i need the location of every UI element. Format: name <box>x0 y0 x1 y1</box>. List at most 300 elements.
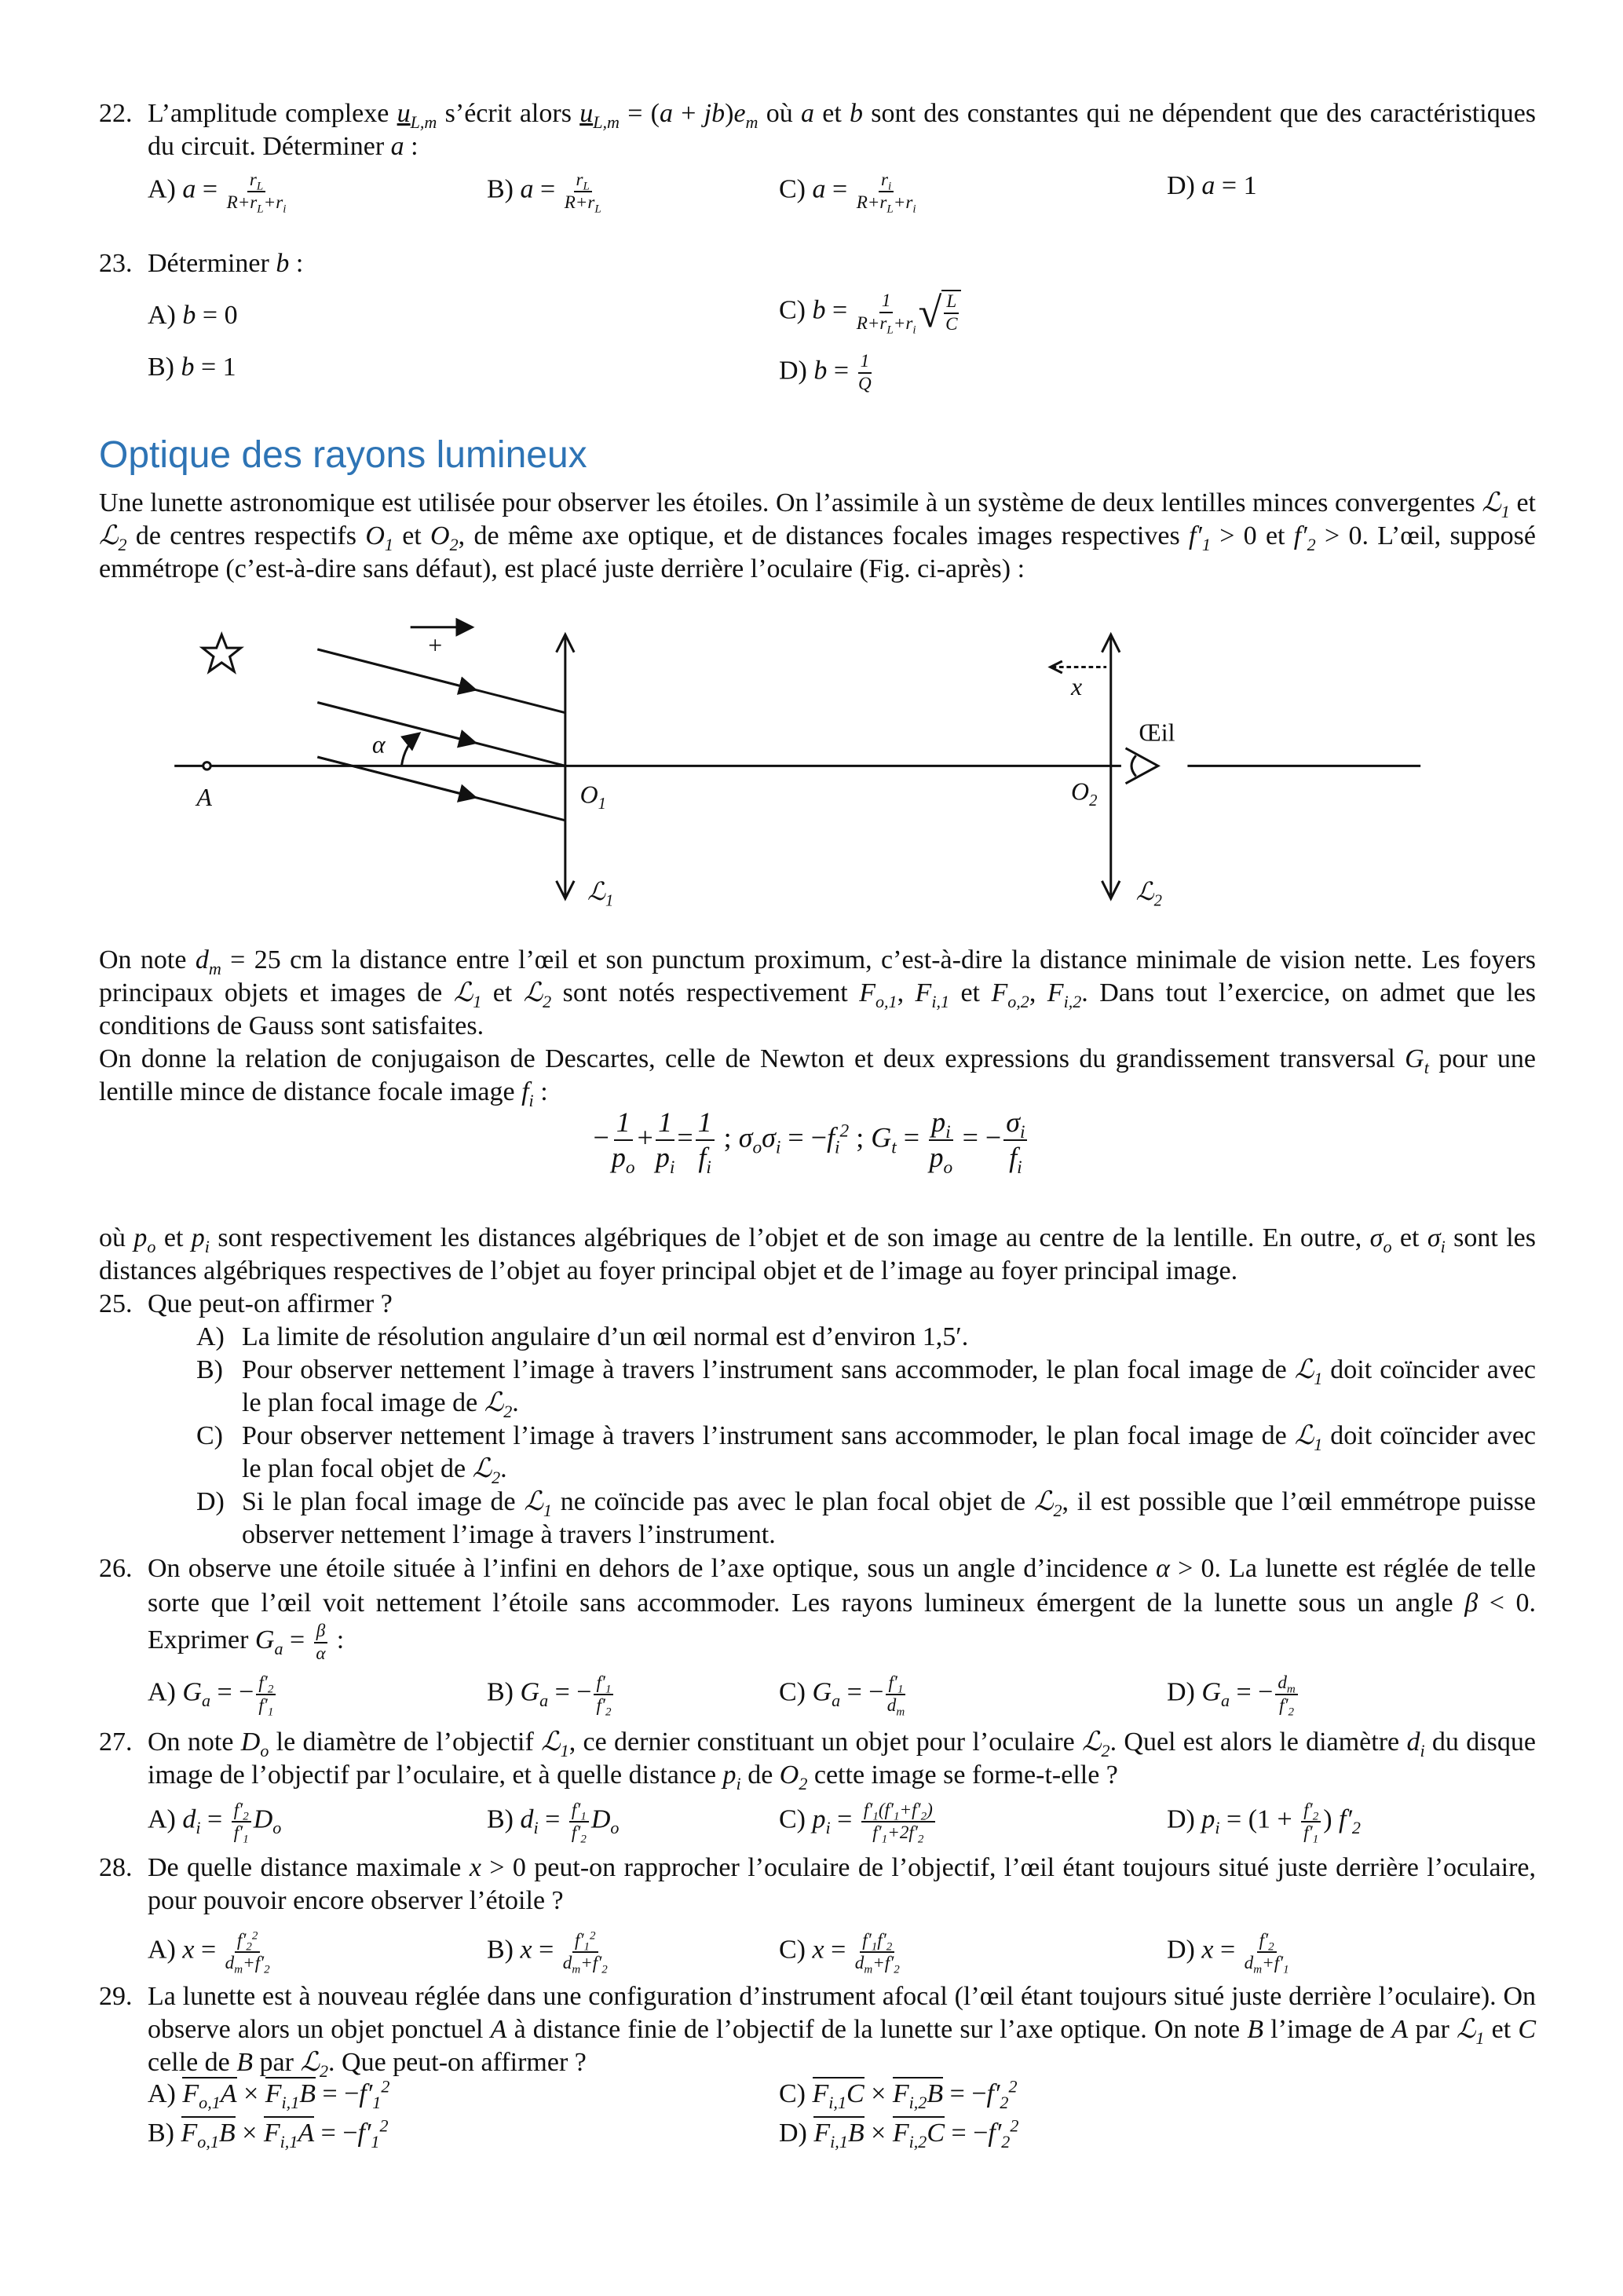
text-run: sont des constantes qui ne dépendent que des caractéristiques du circuit. Déterminer <box>148 99 1537 161</box>
subscript: L <box>886 324 894 337</box>
math-symbol: f′ <box>571 1800 581 1820</box>
math-symbol: F <box>181 2119 198 2148</box>
math-symbol: σ <box>1427 1223 1441 1252</box>
math-symbol: jb <box>704 99 726 128</box>
text-run: A) <box>148 2079 183 2108</box>
subscript: 1 <box>560 1740 569 1760</box>
question-number: 23. <box>99 249 133 278</box>
text-run: = <box>1213 1935 1242 1965</box>
subscript: a <box>201 1691 210 1711</box>
math-symbol: a <box>182 174 196 204</box>
option-b <box>487 1929 610 1976</box>
overline-vector <box>181 2116 236 2152</box>
text-run: A) <box>148 174 183 204</box>
subscript: L <box>257 203 264 216</box>
math-symbol: α <box>1156 1554 1170 1583</box>
text-run: doit coïncider avec le plan focal image de <box>242 1355 1536 1417</box>
math-symbol: x <box>520 1935 532 1965</box>
math-symbol: β <box>1464 1589 1479 1618</box>
fraction <box>1275 1673 1297 1719</box>
fraction <box>886 1673 905 1719</box>
text-run: = <box>825 174 854 204</box>
question-22 <box>99 97 1536 217</box>
fraction <box>611 1106 635 1179</box>
text-run: D) <box>1167 171 1202 200</box>
text-run: B) <box>487 174 521 204</box>
math-symbol: G <box>182 1677 202 1707</box>
text-run: − <box>593 1121 609 1153</box>
subscript: 1 <box>371 2131 380 2152</box>
denominator <box>1009 1141 1022 1179</box>
text-run: = − <box>780 1121 828 1153</box>
math-symbol: A <box>298 2119 315 2148</box>
subscript: o <box>272 1818 282 1838</box>
text-run: × <box>236 2079 265 2108</box>
math-symbol: f′ <box>888 1673 897 1693</box>
subscript: 1 <box>543 1500 552 1520</box>
superscript: 2 <box>839 1121 850 1142</box>
numerator <box>656 1106 674 1141</box>
fraction <box>225 1929 270 1976</box>
question-text <box>148 1982 1536 2081</box>
math-symbol: ) <box>927 1800 933 1820</box>
subscript: o,1 <box>875 991 897 1011</box>
math-symbol: f′ <box>1303 1800 1313 1820</box>
subscript: i <box>1215 1818 1220 1838</box>
math-symbol: σ <box>762 1121 776 1153</box>
math-symbol: r <box>249 170 257 190</box>
math-symbol: G <box>254 1625 275 1655</box>
math-symbol: p <box>1201 1804 1215 1834</box>
text-run: = <box>196 174 225 204</box>
numerator <box>1301 1800 1321 1823</box>
subscript: 2 <box>1307 534 1316 554</box>
numerator <box>858 351 872 374</box>
subscript: a <box>274 1639 283 1659</box>
text-run: B) <box>487 1677 521 1707</box>
subscript: 1 <box>243 1833 249 1846</box>
denominator <box>563 1953 608 1974</box>
denominator <box>234 1823 249 1844</box>
denominator <box>855 1953 900 1974</box>
subscript: 1 <box>473 991 482 1011</box>
underlined-symbol: u <box>579 99 594 128</box>
text-run: sont les distances algébriques respectives de l’objet au foyer principal objet et de l’image au foyer principal image. <box>99 1223 1537 1285</box>
subscript: 1 <box>580 1810 587 1823</box>
text-run: A) <box>148 1804 183 1834</box>
text-run: = 0 <box>196 301 238 330</box>
math-symbol: a <box>520 174 534 204</box>
section-heading: Optique des rayons lumineux <box>99 434 587 476</box>
subscript: i,1 <box>281 2092 300 2112</box>
math-symbol: f′ <box>862 1930 872 1951</box>
subscript: o,1 <box>199 2092 221 2112</box>
text-run: = <box>827 356 856 386</box>
text-run: . Que peut-on affirmer ? <box>328 2048 587 2077</box>
math-symbol: f′ <box>863 1800 873 1820</box>
denominator <box>258 1695 273 1717</box>
text-run: 1 <box>881 291 891 311</box>
numerator <box>574 170 592 192</box>
subscript: i <box>196 1818 201 1838</box>
x-label: x <box>1071 673 1083 701</box>
l1-label: ℒ$_1$ <box>587 878 614 910</box>
text-run: Pour observer nettement l’image à travers l’instrument sans accommoder, le plan focal image de <box>242 1421 1295 1450</box>
text-run: A) <box>148 1677 183 1707</box>
text-run: . <box>500 1454 507 1483</box>
math-symbol: d <box>886 1695 897 1716</box>
subscript: 2 <box>605 1706 612 1719</box>
math-symbol: F <box>991 978 1008 1007</box>
text-run: × <box>864 2119 893 2148</box>
subscript: o <box>610 1818 620 1838</box>
plus-label: + <box>428 631 443 660</box>
math-symbol: f′ <box>357 2119 371 2148</box>
math-symbol: F <box>892 2079 909 2108</box>
option-d: D) Si le plan focal image de ℒ$_1$ ne coïncide pas avec le plan focal objet de ℒ$_2$, il est possible que l’œil emmétrope puisse observer nettement l’image à travers l’instrument. <box>196 1487 1536 1549</box>
text-run: D) <box>1167 1677 1202 1707</box>
subscript: L,m <box>410 112 437 132</box>
math-symbol: f′ <box>258 1695 268 1716</box>
numerator <box>314 1621 328 1643</box>
text-run: = − <box>316 2079 360 2108</box>
subscript: i <box>775 1137 781 1158</box>
text-run: A) <box>148 301 183 330</box>
subscript: 1 <box>871 1940 878 1954</box>
subscript: o <box>943 1157 953 1179</box>
subscript: 2 <box>492 1467 501 1487</box>
subscript: 1 <box>1314 1368 1323 1388</box>
option-c: C) Pour observer nettement l’image à travers l’instrument sans accommoder, le plan focal image de ℒ$_1$ doit coïncider avec le plan focal objet de ℒ$_2$. <box>196 1421 1536 1487</box>
option-c <box>779 170 919 216</box>
subscript: i <box>1019 1122 1025 1143</box>
text-run: sont notés respectivement <box>551 978 860 1007</box>
math-symbol: p <box>191 1223 205 1252</box>
subscript: 2 <box>920 1810 927 1823</box>
fraction <box>854 1930 900 1976</box>
text-run: ne coïncide pas avec le plan focal objet de <box>551 1487 1034 1516</box>
fraction <box>929 1106 953 1179</box>
text-run: , il est possible que l’œil emmétrope puisse observer nettement l’image à travers l’instrument. <box>242 1487 1536 1549</box>
question-text <box>148 1289 393 1318</box>
math-symbol: d <box>195 945 209 974</box>
subscript: 1 <box>1312 1833 1319 1846</box>
subscript: i,1 <box>280 2131 298 2152</box>
text-run: D) <box>1167 1935 1202 1965</box>
fraction <box>1244 1930 1289 1976</box>
option-c <box>779 1930 902 1976</box>
subscript: 1 <box>384 534 393 554</box>
question-text <box>148 1853 1536 1915</box>
math-symbol: f′ <box>571 1822 581 1843</box>
text-run: On donne la relation de conjugaison de Descartes, celle de Newton et deux expressions du grandissement transversal <box>99 1044 1406 1073</box>
text-run: = 1 <box>194 353 236 382</box>
text-run: C) <box>779 1677 813 1707</box>
text-run: > 0 peut-on rapprocher l’oculaire de l’objectif, l’œil étant toujours situé juste derrière l’oculaire, pour pouvoir encore observer l’étoile ? <box>148 1853 1536 1915</box>
math-symbol: b <box>813 356 828 386</box>
text-run: + <box>672 99 704 128</box>
math-symbol: ℒ <box>1082 1727 1102 1757</box>
math-symbol: B <box>927 2079 944 2108</box>
subscript: o <box>260 1740 269 1760</box>
option-b <box>487 170 604 216</box>
denominator <box>857 313 916 335</box>
math-symbol: σ <box>738 1121 753 1153</box>
math-symbol: +r <box>893 192 913 213</box>
option-a <box>148 1929 272 1976</box>
alpha-label: α <box>371 730 386 759</box>
subscript: 1 <box>1475 2027 1485 2048</box>
text-run: par <box>253 2048 301 2077</box>
subscript: 2 <box>1001 2131 1011 2152</box>
text-run: = <box>194 1935 223 1965</box>
math-symbol: p <box>655 1142 670 1174</box>
text-run: = <box>532 1935 561 1965</box>
subscript: 2 <box>1000 2092 1009 2112</box>
fraction <box>856 291 916 337</box>
subscript: 2 <box>886 1940 893 1954</box>
text-run: = <box>824 1935 853 1965</box>
text-run: = 1 <box>1215 171 1257 200</box>
question-number: 28. <box>99 1853 133 1882</box>
math-symbol: +f′ <box>899 1800 921 1820</box>
math-symbol: ℒ <box>1033 1487 1054 1516</box>
fraction <box>232 1800 251 1846</box>
option-d <box>1167 170 1257 203</box>
math-symbol: G <box>1405 1044 1424 1073</box>
math-symbol: d <box>854 1952 865 1973</box>
subscript: 1 <box>881 1833 888 1846</box>
numerator <box>886 1673 905 1695</box>
text-run: > 0. L’œil, supposé emmétrope (c’est-à-dire sans défaut), est placé juste derrière l’oculaire (Fig. ci-après) : <box>99 521 1536 583</box>
text-run: 1 <box>658 1106 673 1138</box>
math-symbol: b <box>182 301 196 330</box>
intro-paragraph <box>99 487 1536 586</box>
text-run: . <box>512 1388 519 1417</box>
text-run: B) <box>148 353 181 382</box>
subscript: 2 <box>1053 1500 1062 1520</box>
text-run: Que peut-on affirmer ? <box>148 1289 393 1318</box>
denominator <box>655 1141 675 1179</box>
denominator <box>887 1695 905 1717</box>
fraction <box>594 1673 613 1719</box>
overline-vector <box>813 2116 865 2152</box>
math-symbol: p <box>931 1106 946 1138</box>
text-run: = − <box>945 2119 989 2148</box>
math-symbol: r <box>576 170 583 190</box>
star-icon <box>203 634 241 671</box>
option-c <box>779 2078 1018 2111</box>
math-symbol: +f′ <box>872 1952 894 1973</box>
subscript: 2 <box>1268 1940 1274 1954</box>
subscript: 2 <box>246 1940 252 1954</box>
eye-icon <box>1126 748 1158 784</box>
text-run: On note <box>99 945 196 974</box>
text-run: = <box>283 1625 312 1655</box>
math-symbol: p <box>611 1142 626 1174</box>
subscript: 2 <box>118 534 127 554</box>
subscript: i <box>1420 1740 1425 1760</box>
math-symbol: a <box>1201 171 1215 200</box>
option-a <box>148 1673 278 1719</box>
text-run: où <box>99 1223 134 1252</box>
math-symbol: C <box>945 313 958 335</box>
math-symbol: f′ <box>575 1930 584 1951</box>
math-symbol: R+r <box>856 313 887 334</box>
option-d <box>779 351 874 394</box>
text-run: = (1 + <box>1219 1804 1299 1834</box>
text-run: à distance finie de l’objectif de la lunette sur l’axe optique. On note <box>506 2015 1248 2044</box>
subscript: o <box>1383 1236 1392 1256</box>
main-flow <box>99 1222 1536 1664</box>
optics-figure <box>0 612 1623 915</box>
subscript: 2 <box>917 1833 924 1846</box>
fraction <box>861 1800 935 1846</box>
option-b: B) Pour observer nettement l’image à travers l’instrument sans accommoder, le plan focal image de ℒ$_1$ doit coïncider avec le plan focal image de ℒ$_2$. <box>196 1355 1536 1421</box>
denominator <box>872 1823 923 1844</box>
denominator <box>565 192 601 214</box>
superscript: 2 <box>1008 2076 1018 2097</box>
text-run: Une lunette astronomique est utilisée pour observer les étoiles. On l’assimile à un système de deux lentilles minces convergentes <box>99 488 1482 517</box>
subscript: i <box>1017 1157 1022 1179</box>
math-symbol: f′ <box>986 2079 1000 2108</box>
text-run: = − <box>840 1677 884 1707</box>
subscript: L,m <box>593 112 620 132</box>
denominator <box>611 1141 635 1179</box>
math-symbol: f′ <box>596 1695 605 1716</box>
math-symbol: f′ <box>877 1930 886 1951</box>
text-run: B) <box>487 1935 521 1965</box>
fraction <box>256 1673 276 1719</box>
subscript: i <box>706 1157 711 1179</box>
text-run: D) <box>779 356 814 386</box>
option-c <box>779 1673 908 1719</box>
math-symbol: f <box>521 1077 529 1106</box>
question-number: 27. <box>99 1727 133 1757</box>
text-run: A) <box>148 1935 183 1965</box>
text-run: La lunette est à nouveau réglée dans une configuration d’instrument afocal (l’œil étant toujours situé juste derrière l’oculaire). On observe alors un objet ponctuel <box>148 1982 1536 2044</box>
math-symbol: f′ <box>236 1930 247 1951</box>
denominator <box>858 374 872 395</box>
subscript: 2 <box>1351 1818 1361 1838</box>
subscript: i <box>945 1122 951 1143</box>
math-symbol: R+r <box>564 192 595 213</box>
square-root <box>919 290 962 335</box>
subscript: 2 <box>319 2060 329 2081</box>
math-symbol: f′ <box>872 1822 882 1843</box>
denominator <box>572 1823 587 1844</box>
subscript: m <box>1286 1683 1296 1696</box>
text-run: 1 <box>616 1106 631 1138</box>
text-run: le diamètre de l’objectif <box>269 1727 542 1757</box>
math-symbol: F <box>813 2119 831 2148</box>
superscript: 2 <box>381 2076 390 2097</box>
subscript: 1 <box>267 1706 274 1719</box>
subscript: i,2 <box>1063 991 1082 1011</box>
option-b <box>148 351 236 384</box>
math-symbol: x <box>812 1935 824 1965</box>
math-symbol: +2f′ <box>887 1822 918 1843</box>
subscript: m <box>745 112 758 132</box>
question-number: 22. <box>99 99 133 128</box>
subscript: o <box>625 1157 635 1179</box>
text-run: On observe une étoile située à l’infini en dehors de l’axe optique, sous un angle d’incidence <box>148 1554 1156 1583</box>
question-text <box>148 1554 1537 1664</box>
option-d <box>1167 1673 1300 1719</box>
math-symbol: F <box>812 2079 829 2108</box>
math-symbol: A <box>220 2079 237 2108</box>
option-c <box>779 1800 938 1846</box>
text-run: , ce dernier constituant un objet pour l’oculaire <box>568 1727 1083 1757</box>
text-run: . Quel est alors le diamètre <box>1109 1727 1407 1757</box>
text-run: > 0 et <box>1210 521 1294 550</box>
numerator <box>929 1106 953 1141</box>
text-run: ) <box>1323 1804 1340 1834</box>
math-symbol: B <box>236 2048 254 2077</box>
angle-alpha-arc <box>401 733 419 766</box>
math-symbol: Q <box>858 373 872 394</box>
subscript: m <box>1253 1963 1263 1976</box>
subscript: 1 <box>605 1683 612 1696</box>
text-run: s’écrit alors <box>437 99 580 128</box>
notation-paragraph <box>99 944 1536 1043</box>
math-symbol: +r <box>263 192 283 213</box>
math-symbol: A <box>490 2015 507 2044</box>
subscript: 2 <box>267 1683 274 1696</box>
text-run: 1 <box>697 1106 712 1138</box>
numerator <box>861 1800 935 1823</box>
text-run: cette image se forme-t-elle ? <box>807 1760 1118 1790</box>
math-symbol: ℒ <box>484 1388 504 1417</box>
math-symbol: f′ <box>1339 1804 1352 1834</box>
text-run: La limite de résolution angulaire d’un œil normal est d’environ 1,5′. <box>242 1322 969 1351</box>
subscript: m <box>572 1963 581 1976</box>
subscript: i,2 <box>908 2092 927 2112</box>
math-symbol: B <box>299 2079 316 2108</box>
subscript: 2 <box>580 1833 587 1846</box>
text-run: et <box>155 1223 192 1252</box>
math-symbol: B <box>1247 2015 1264 2044</box>
text-run: pour une lentille mince de distance focale image <box>99 1044 1536 1106</box>
underlined-symbol: u <box>397 99 411 128</box>
denominator <box>225 1953 270 1974</box>
numerator <box>860 1930 894 1953</box>
math-symbol: C <box>927 2119 945 2148</box>
math-symbol: C <box>846 2079 865 2108</box>
math-symbol: D <box>240 1727 261 1757</box>
math-symbol: ℒ <box>524 1487 543 1516</box>
math-symbol: O <box>430 521 450 550</box>
text-run: et <box>814 99 850 128</box>
denominator <box>1303 1823 1318 1844</box>
text-run: C) <box>779 295 813 325</box>
text-run: Pour observer nettement l’image à travers l’instrument sans accommoder, le plan focal image de <box>242 1355 1295 1384</box>
subscript: 1 <box>583 1940 590 1954</box>
text-run: C) <box>779 1804 813 1834</box>
option-a <box>148 299 238 332</box>
question-text <box>148 99 1536 161</box>
subscript: a <box>539 1691 549 1711</box>
text-run: doit coïncider avec le plan focal objet de <box>242 1421 1536 1483</box>
denominator <box>316 1643 325 1665</box>
text-run: De quelle distance maximale <box>148 1853 470 1882</box>
math-symbol: ℒ <box>523 978 543 1007</box>
text-run: = <box>825 295 854 325</box>
text-run: = <box>896 1121 927 1153</box>
subscript: 2 <box>1101 1740 1110 1760</box>
subscript: i <box>888 180 892 193</box>
subscript: 2 <box>503 1401 513 1421</box>
